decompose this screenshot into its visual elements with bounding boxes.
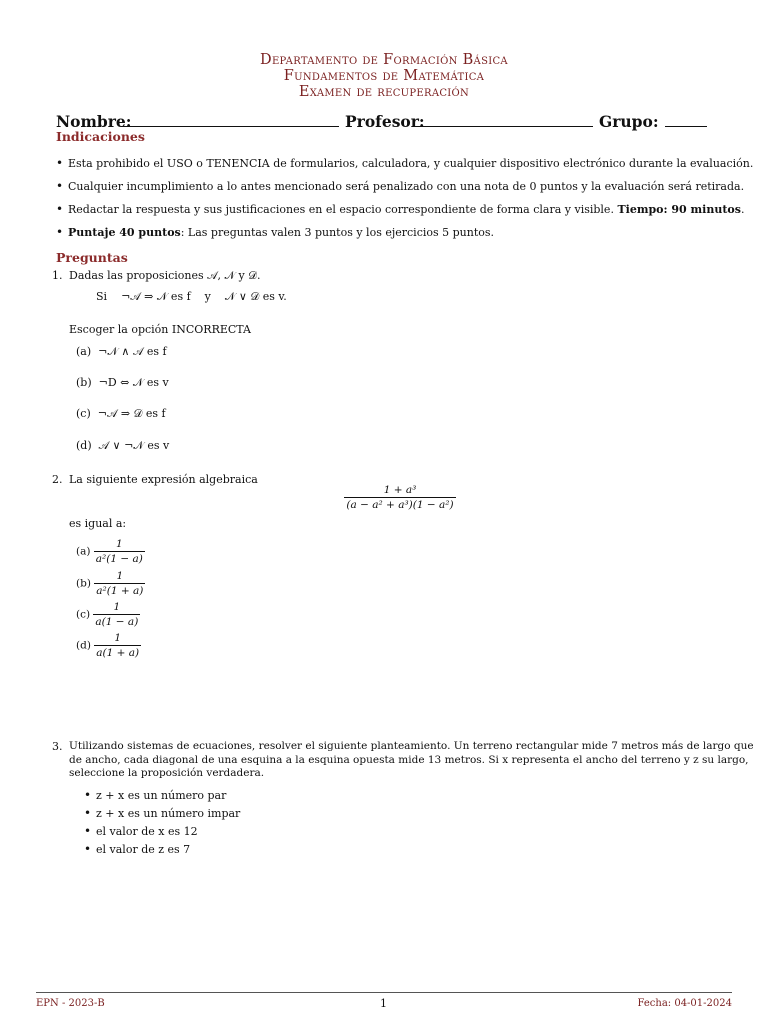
bullet-icon: • (84, 806, 92, 820)
indicaciones-title: Indicaciones (56, 129, 145, 144)
bullet-icon: • (56, 202, 64, 216)
q1-option-d[interactable]: (d) 𝒜 ∨ ¬𝒩 es v (76, 439, 170, 452)
nombre-label: Nombre: (56, 112, 132, 131)
preguntas-title: Preguntas (56, 250, 128, 265)
bullet-icon: • (56, 179, 64, 193)
q2-intro: La siguiente expresión algebraica (69, 473, 258, 486)
grupo-label: Grupo: (599, 112, 659, 131)
bullet-icon: • (56, 225, 64, 239)
header-course: Fundamentos de Matemática (283, 68, 485, 84)
q2-option-c[interactable]: (c) $\frac{1}{a(1 - a)}$ (76, 601, 139, 628)
q3-number: 3. (52, 740, 63, 753)
bullet-icon: • (84, 842, 92, 856)
nombre-field[interactable] (121, 126, 339, 127)
q1-condition: Si ¬𝒜 ⇒ 𝒩 es f y 𝒩 ∨ 𝒟 es v. (96, 290, 287, 303)
q1-option-c[interactable]: (c) ¬𝒜 ⇒ 𝒟 es f (76, 407, 166, 420)
q2-expression: $\frac{\text{1 + a³}}{\text{(a − a² + a³)(1 − a²)}}$ (346, 484, 454, 511)
q1-option-b[interactable]: (b) ¬D ⇔ 𝒩 es v (76, 376, 169, 389)
q1-option-a[interactable]: (a) ¬𝒩 ∧ 𝒜 es f (76, 345, 167, 358)
page-number: 1 (380, 997, 387, 1010)
footer-rule (36, 992, 732, 993)
q1-number: 1. (52, 269, 63, 282)
footer-date: Fecha: 04-01-2024 (637, 998, 732, 1009)
header-exam: Examen de recuperación (298, 84, 470, 100)
bullet-icon: • (84, 788, 92, 802)
q2-option-a[interactable]: (a) $\frac{1}{\text{a²(1 − a)}}$ (76, 538, 143, 565)
q2-option-d[interactable]: (d) $\frac{1}{a(1 + a)}$ (76, 632, 140, 659)
profesor-label: Profesor: (345, 112, 425, 131)
q2-option-b[interactable]: (b) $\frac{1}{\text{a²(1 + a)}}$ (76, 570, 144, 597)
q1-intro: Dadas las proposiciones 𝒜, 𝒩 y 𝒟. (69, 269, 261, 282)
footer-left: EPN - 2023-B (36, 998, 105, 1009)
q3-statement: Utilizando sistemas de ecuaciones, resolver el siguiente planteamiento. Un terreno rectangular mide 7 metros más de largo que de ancho, cada diagonal de una esquina a la esquina opuesta mide 13 metros. Si x representa el ancho del terreno y z su largo, seleccione la proposición verdadera. (69, 740, 754, 779)
bullet-icon: • (56, 156, 64, 170)
bullet-icon: • (84, 824, 92, 838)
q2-prompt: es igual a: (69, 517, 127, 530)
q1-prompt: Escoger la opción INCORRECTA (69, 323, 251, 336)
profesor-field[interactable] (413, 126, 593, 127)
q2-number: 2. (52, 473, 63, 486)
header-department: Departamento de Formación Básica (260, 52, 508, 68)
grupo-field[interactable] (665, 126, 707, 127)
